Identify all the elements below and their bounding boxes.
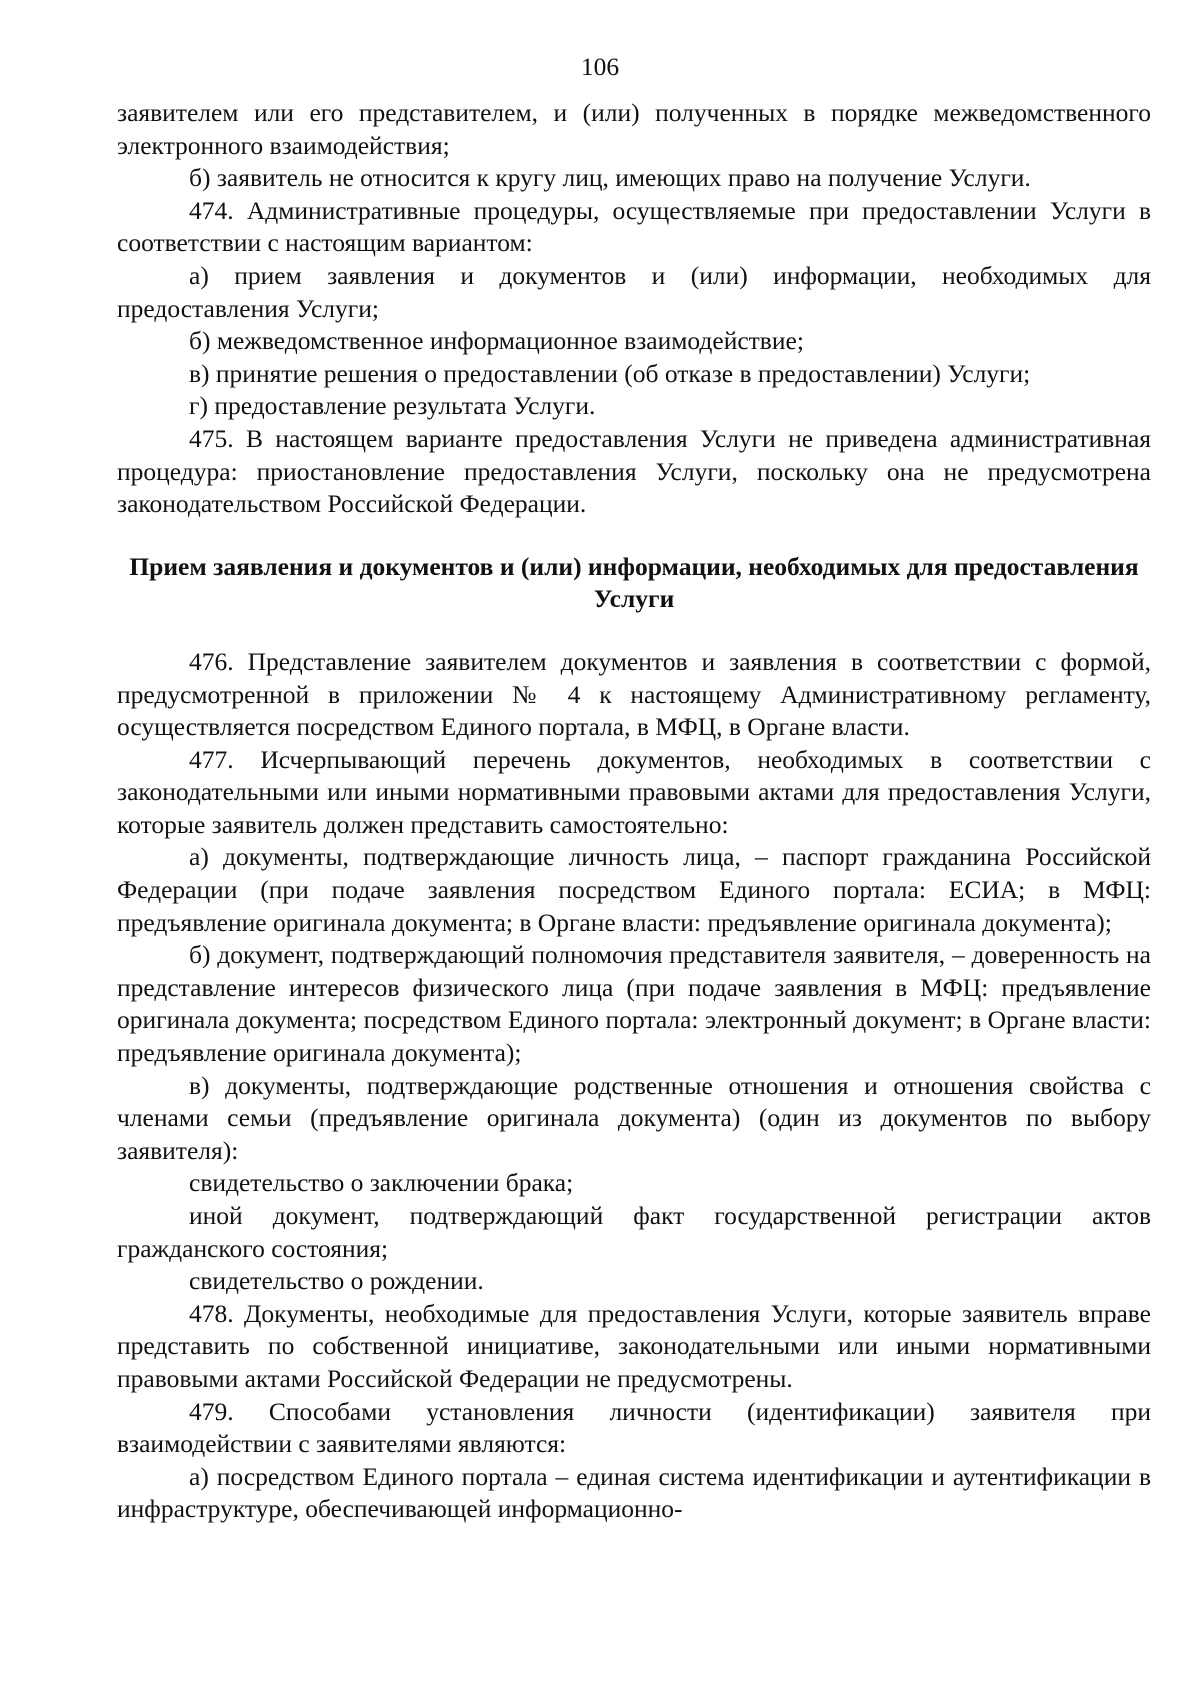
paragraph: г) предоставление результата Услуги. bbox=[189, 391, 596, 421]
paragraph: 474. Административные процедуры, осуществляемые при предоставлении Услуги в соответствии с настоящим вариантом: bbox=[117, 195, 1151, 258]
paragraph: 478. Документы, необходимые для предоставления Услуги, которые заявитель вправе представить по собственной инициативе, законодательными или иными нормативными правовыми актами Российской Федерации не предусмотрены. bbox=[117, 1298, 1151, 1393]
paragraph: б) заявитель не относится к кругу лиц, имеющих право на получение Услуги. bbox=[189, 163, 1031, 193]
paragraph: а) посредством Единого портала – единая система идентификации и аутентификации в инфраструктуре, обеспечивающей информационно- bbox=[117, 1461, 1151, 1524]
paragraph: в) принятие решения о предоставлении (об отказе в предоставлении) Услуги; bbox=[189, 358, 1031, 388]
paragraph: 475. В настоящем варианте предоставления Услуги не приведена административная процедура: приостановление предоставления Услуги, поскольку она не предусмотрена законодательством Российской Федерации. bbox=[117, 423, 1151, 519]
paragraph: б) документ, подтверждающий полномочия представителя заявителя, – доверенность на представление интересов физического лица (при подаче заявления в МФЦ: предъявление оригинала документа; посредством Единого портала: электронный документ; в Органе власти: предъявление оригинала документа); bbox=[117, 940, 1151, 1068]
paragraph: 476. Представление заявителем документов и заявления в соответствии с формой, предусмотренной в приложении № 4 к настоящему Административному регламенту, осуществляется посредством Единого портала, в МФЦ, в Органе власти. bbox=[117, 646, 1151, 742]
paragraph: а) прием заявления и документов и (или) информации, необходимых для предоставления Услуги; bbox=[117, 260, 1151, 323]
section-heading: Прием заявления и документов и (или) информации, необходимых для предоставления Услуги bbox=[129, 551, 1139, 614]
paragraph: 479. Способами установления личности (идентификации) заявителя при взаимодействии с заявителями являются: bbox=[117, 1396, 1151, 1459]
page-number: 106 bbox=[580, 52, 620, 81]
paragraph: свидетельство о заключении брака; bbox=[189, 1168, 574, 1198]
paragraph: б) межведомственное информационное взаимодействие; bbox=[189, 326, 804, 356]
paragraph: заявителем или его представителем, и (или) полученных в порядке межведомственного электронного взаимодействия; bbox=[117, 98, 1151, 160]
paragraph: иной документ, подтверждающий факт государственной регистрации актов гражданского состояния; bbox=[117, 1201, 1151, 1263]
paragraph: а) документы, подтверждающие личность лица, – паспорт гражданина Российской Федерации (при подаче заявления посредством Единого портала: ЕСИА; в МФЦ: предъявление оригинала документа; в Органе власти: предъявление оригинала документа); bbox=[117, 842, 1151, 937]
paragraph: в) документы, подтверждающие родственные отношения и отношения свойства с членами семьи (предъявление оригинала документа) (один из документов по выбору заявителя): bbox=[117, 1070, 1151, 1165]
paragraph: 477. Исчерпывающий перечень документов, необходимых в соответствии с законодательными или иными нормативными правовыми актами для предоставления Услуги, которые заявитель должен представить самостоятельно: bbox=[117, 744, 1151, 839]
paragraph: свидетельство о рождении. bbox=[189, 1266, 484, 1296]
document-body bbox=[117, 97, 1151, 1526]
